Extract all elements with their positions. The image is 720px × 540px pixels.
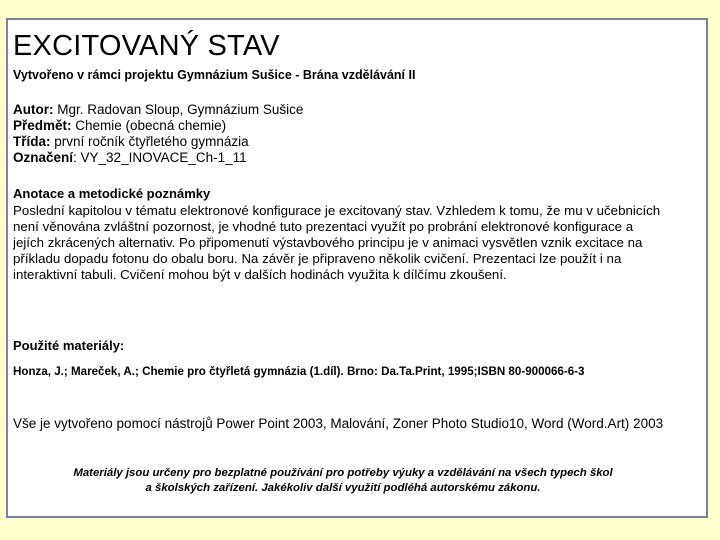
materials-heading: Použité materiály: — [13, 338, 125, 353]
meta-label: Autor: — [13, 102, 54, 117]
materials-reference: Honza, J.; Mareček, A.; Chemie pro čtyřletá gymnázia (1.díl). Brno: Da.Ta.Print, 1995;ISBN 80-900066-6-3 — [13, 365, 585, 378]
meta-label: Třída: — [13, 134, 51, 149]
slide-title: EXCITOVANÝ STAV — [13, 30, 280, 62]
meta-label: Předmět: — [13, 118, 72, 133]
meta-row-class — [13, 134, 303, 150]
meta-row-code — [13, 150, 303, 166]
meta-row-subject — [13, 118, 303, 134]
meta-row-author — [13, 102, 303, 118]
usage-note — [30, 466, 656, 496]
metadata-block — [13, 102, 303, 166]
project-subtitle: Vytvořeno v rámci projektu Gymnázium Sušice - Brána vzdělávání II — [13, 68, 416, 82]
annotation-text: Poslední kapitolou v tématu elektronové konfigurace je excitovaný stav. Vzhledem k tomu, že mu v učebnicích není věnována zvláštní pozornost, je vhodné tuto prezentaci využít po probrání elektronové konfigurace a jejích zkrácených alternativ. Po připomenutí výstavbového principu je v animaci vysvětlen vznik excitace na příkladu dopadu fotonu do obalu boru. Na závěr je připraveno několik cvičení. Prezentaci lze použít i na interaktivní tabuli. Cvičení mohou být v dalších hodinách využita k dílčímu zkoušení. — [13, 203, 661, 283]
annotation-heading: Anotace a metodické poznámky — [13, 186, 211, 201]
meta-value: první ročník čtyřletého gymnázia — [50, 134, 249, 149]
meta-value: Chemie (obecná chemie) — [71, 118, 227, 133]
usage-note-line: Materiály jsou určeny pro bezplatné používání pro potřeby výuky a vzdělávání na všech typech škol — [73, 467, 613, 479]
usage-note-line: a školských zařízení. Jakékoliv další využití podléhá autorskému zákonu. — [145, 482, 541, 494]
meta-value: : VY_32_INOVACE_Ch-1_11 — [73, 150, 247, 165]
meta-value: Mgr. Radovan Sloup, Gymnázium Sušice — [53, 102, 304, 117]
tools-text: Vše je vytvořeno pomocí nástrojů Power Point 2003, Malování, Zoner Photo Studio10, Word (Word.Art) 2003 — [13, 416, 664, 431]
meta-label: Označení — [13, 150, 74, 165]
